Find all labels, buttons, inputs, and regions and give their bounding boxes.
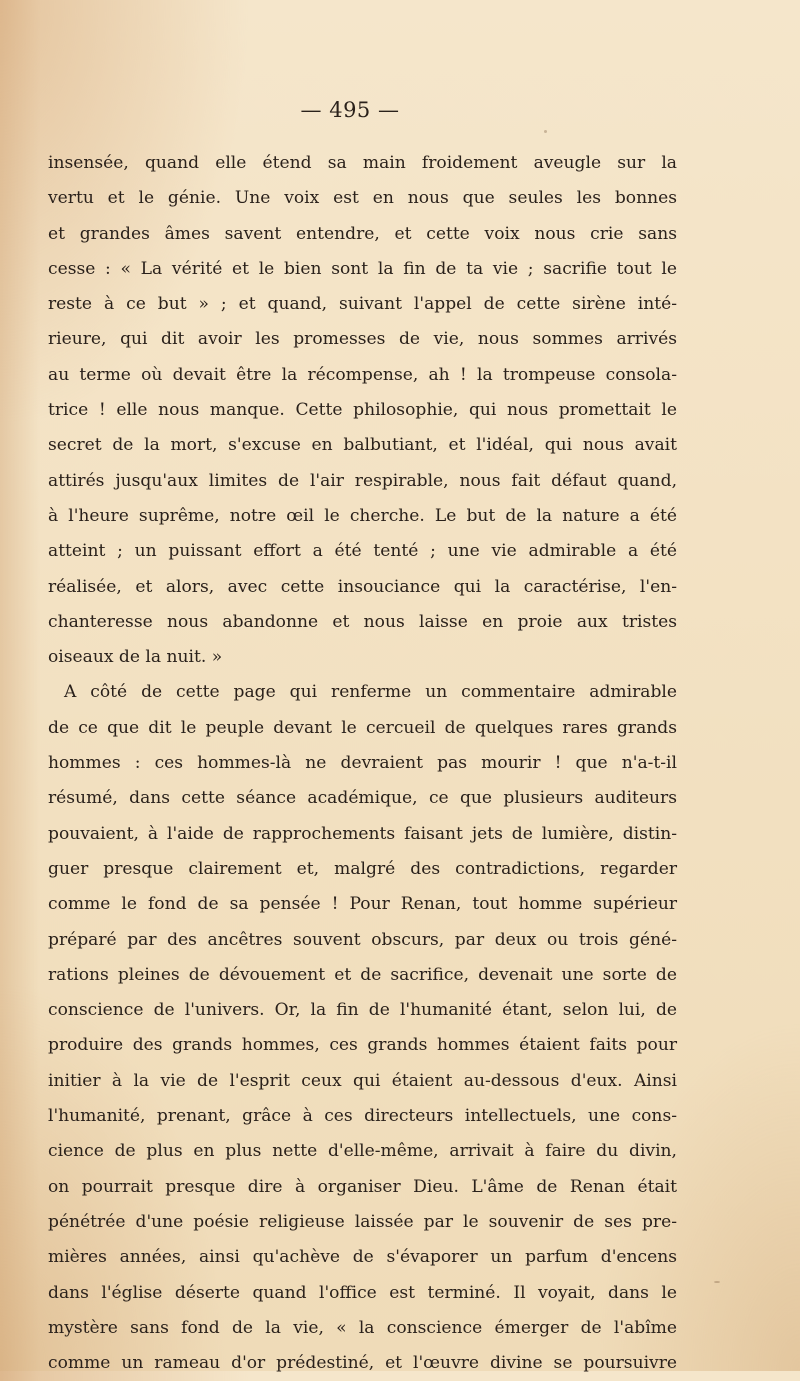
text-line: au terme où devait être la récompense, ah ! la trompeuse consola- [48,364,677,385]
text-line: comme le fond de sa pensée ! Pour Renan, tout homme supérieur [48,894,677,915]
text-line: et grandes âmes savent entendre, et cette voix nous crie sans [48,223,677,244]
text-line: rieure, qui dit avoir les promesses de vie, nous sommes arrivés [48,329,677,350]
text-line: initier à la vie de l'esprit ceux qui étaient au-dessous d'eux. Ainsi [48,1070,677,1091]
text-line: comme un rameau d'or prédestiné, et l'œuvre divine se poursuivre [48,1353,677,1374]
paragraph-1 [48,146,677,675]
text-line: résumé, dans cette séance académique, ce que plusieurs auditeurs [48,788,677,809]
text-line: on pourrait presque dire à organiser Dieu. L'âme de Renan était [48,1176,677,1197]
text-line: dans l'église déserte quand l'office est terminé. Il voyait, dans le [48,1282,677,1303]
paper-speck [290,1221,293,1225]
text-line: insensée, quand elle étend sa main froidement aveugle sur la [48,153,677,173]
paragraph-2 [48,675,677,1381]
text-line: atteint ; un puissant effort a été tenté ; une vie admirable a été [48,541,677,562]
text-line: conscience de l'univers. Or, la fin de l'humanité étant, selon lui, de [48,1000,677,1021]
text-line: hommes : ces hommes-là ne devraient pas mourir ! que n'a-t-il [48,753,677,774]
text-line: mières années, ainsi qu'achève de s'évaporer un parfum d'encens [48,1247,677,1268]
paper-speck [544,130,547,133]
text-line: trice ! elle nous manque. Cette philosophie, qui nous promettait le [48,400,677,421]
text-line: vertu et le génie. Une voix est en nous que seules les bonnes [48,188,677,209]
text-line: pénétrée d'une poésie religieuse laissée par le souvenir de ses pre- [48,1211,677,1232]
page-number: — 495 — [300,98,400,122]
text-line: réalisée, et alors, avec cette insouciance qui la caractérise, l'en- [48,576,677,597]
text-line: guer presque clairement et, malgré des contradictions, regarder [48,858,677,879]
text-line: chanteresse nous abandonne et nous laisse en proie aux tristes [48,611,677,632]
text-line: oiseaux de la nuit. » [48,647,223,668]
text-line: attirés jusqu'aux limites de l'air respirable, nous fait défaut quand, [48,470,677,491]
text-line: produire des grands hommes, ces grands hommes étaient faits pour [48,1035,677,1056]
text-line: secret de la mort, s'excuse en balbutiant, et l'idéal, qui nous avait [48,435,677,456]
text-line: préparé par des ancêtres souvent obscurs, par deux ou trois géné- [48,929,677,950]
text-line: cience de plus en plus nette d'elle-même, arrivait à faire du divin, [48,1141,677,1162]
body-text [48,146,677,1381]
text-line: à l'heure suprême, notre œil le cherche. Le but de la nature a été [48,505,677,526]
text-line: l'humanité, prenant, grâce à ces directeurs intellectuels, une cons- [48,1106,677,1127]
text-line: reste à ce but » ; et quand, suivant l'appel de cette sirène inté- [48,294,677,315]
text-line: mystère sans fond de la vie, « la conscience émerger de l'abîme [48,1317,677,1338]
text-line: cesse : « La vérité et le bien sont la fin de ta vie ; sacrifie tout le [48,258,677,279]
paper-speck [714,1281,720,1283]
text-line: de ce que dit le peuple devant le cercueil de quelques rares grands [48,717,677,738]
text-line: rations pleines de dévouement et de sacrifice, devenait une sorte de [48,964,677,985]
text-line: pouvaient, à l'aide de rapprochements faisant jets de lumière, distin- [48,823,677,844]
text-line: A côté de cette page qui renferme un commentaire admirable [64,682,677,703]
